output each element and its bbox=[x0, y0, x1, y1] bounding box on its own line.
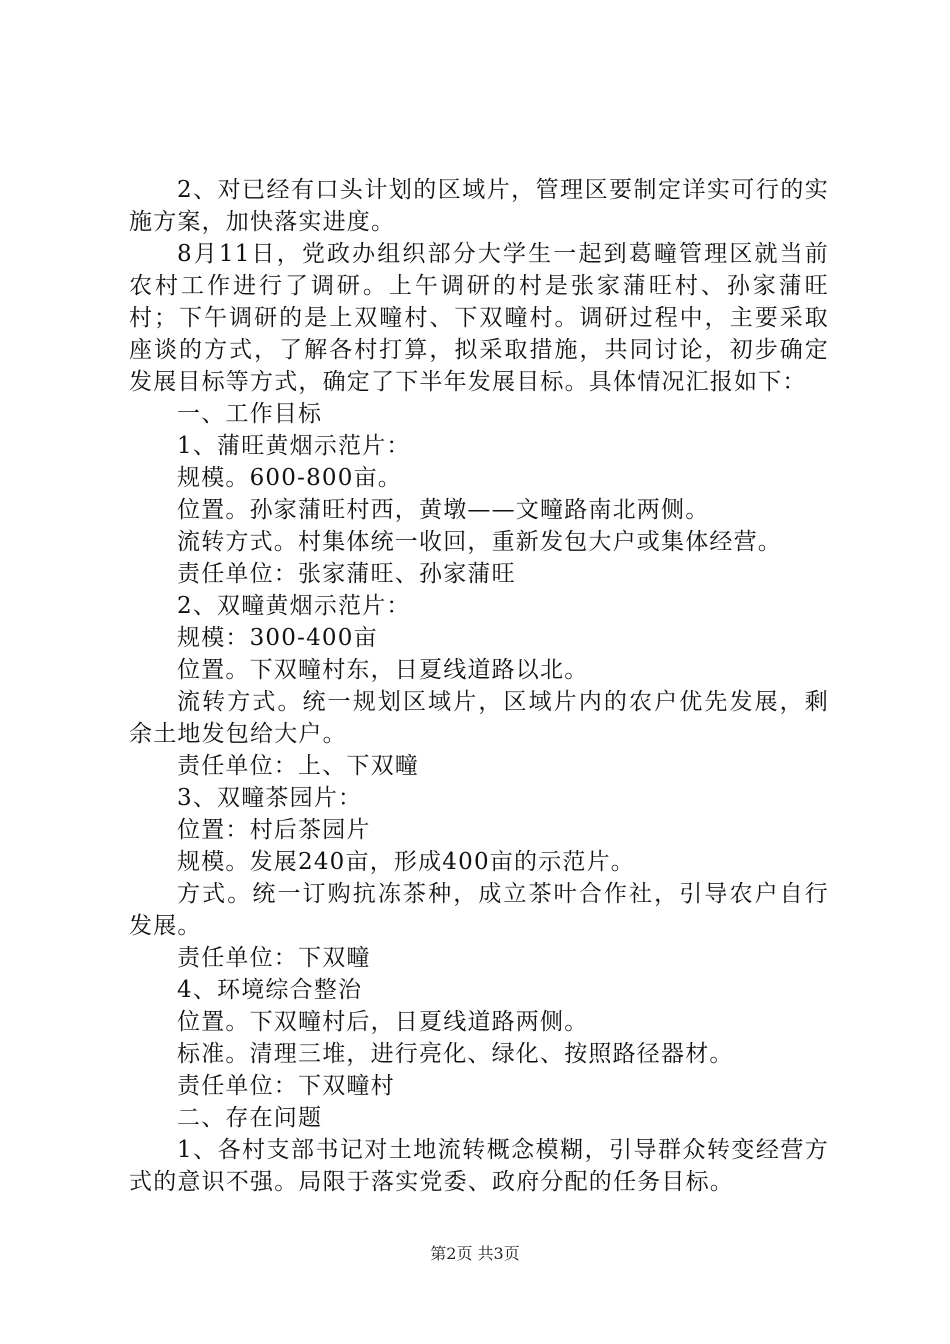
paragraph: 流转方式。统一规划区域片，区域片内的农户优先发展，剩余土地发包给大户。 bbox=[129, 689, 829, 747]
paragraph: 位置。下双疃村后，日夏线道路两侧。 bbox=[177, 1009, 589, 1035]
paragraph: 责任单位：下双疃村 bbox=[177, 1073, 395, 1099]
paragraph: 位置。下双疃村东，日夏线道路以北。 bbox=[177, 657, 589, 683]
subsection-heading: 3、双疃茶园片： bbox=[177, 785, 363, 811]
paragraph: 位置。孙家蒲旺村西，黄墩——文疃路南北两侧。 bbox=[177, 497, 710, 523]
page-number-footer: 第2页 共3页 bbox=[430, 1244, 520, 1263]
paragraph: 规模。600-800亩。 bbox=[177, 465, 402, 491]
paragraph: 责任单位：上、下双疃 bbox=[177, 753, 419, 779]
paragraph: 规模：300-400亩 bbox=[177, 625, 378, 651]
paragraph: 方式。统一订购抗冻茶种，成立茶叶合作社，引导农户自行发展。 bbox=[129, 881, 829, 939]
paragraph: 1、各村支部书记对土地流转概念模糊，引导群众转变经营方式的意识不强。局限于落实党委、政府分配的任务目标。 bbox=[129, 1137, 829, 1195]
document-body bbox=[129, 174, 829, 1198]
paragraph: 2、对已经有口头计划的区域片，管理区要制定详实可行的实施方案，加快落实进度。 bbox=[129, 177, 829, 235]
paragraph: 8月11日，党政办组织部分大学生一起到葛疃管理区就当前农村工作进行了调研。上午调研的村是张家蒲旺村、孙家蒲旺村；下午调研的是上双疃村、下双疃村。调研过程中，主要采取座谈的方式，了解各村打算，拟采取措施，共同讨论，初步确定发展目标等方式，确定了下半年发展目标。具体情况汇报如下： bbox=[129, 241, 829, 395]
paragraph: 责任单位：张家蒲旺、孙家蒲旺 bbox=[177, 561, 516, 587]
paragraph: 标准。清理三堆，进行亮化、绿化、按照路径器材。 bbox=[177, 1041, 734, 1067]
section-heading: 一、工作目标 bbox=[177, 401, 323, 427]
paragraph: 位置：村后茶园片 bbox=[177, 817, 371, 843]
paragraph: 流转方式。村集体统一收回，重新发包大户或集体经营。 bbox=[177, 529, 782, 555]
subsection-heading: 4、环境综合整治 bbox=[177, 977, 363, 1003]
paragraph: 责任单位：下双疃 bbox=[177, 945, 371, 971]
subsection-heading: 2、双疃黄烟示范片： bbox=[177, 593, 411, 619]
subsection-heading: 1、蒲旺黄烟示范片： bbox=[177, 433, 411, 459]
section-heading: 二、存在问题 bbox=[177, 1105, 323, 1131]
paragraph: 规模。发展240亩，形成400亩的示范片。 bbox=[177, 849, 635, 875]
